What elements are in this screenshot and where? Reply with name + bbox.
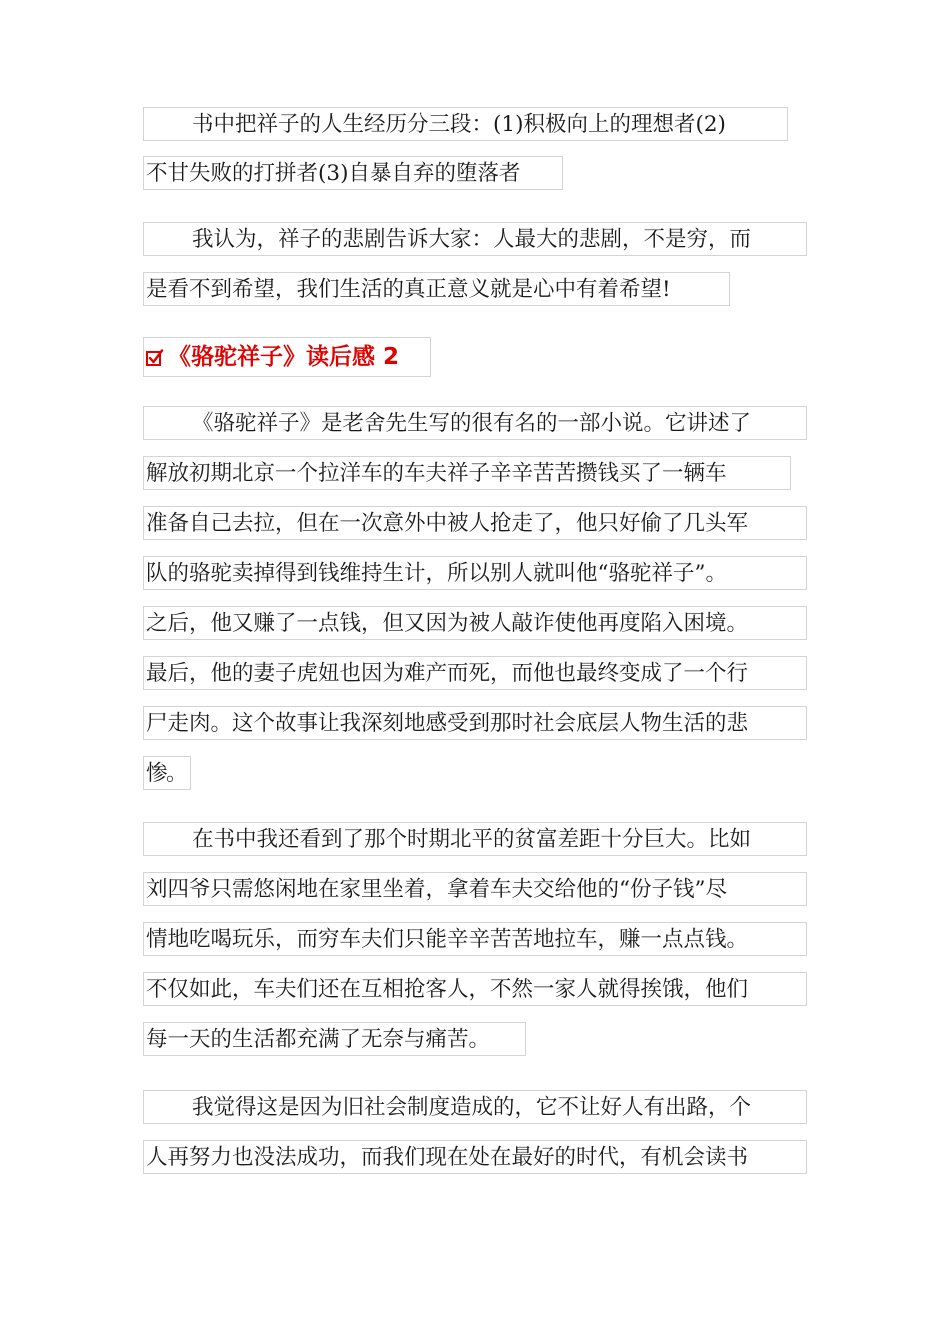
text-line: 情地吃喝玩乐，而穷车夫们只能辛辛苦苦地拉车，赚一点点钱。 [143,922,807,956]
checkbox-checked-icon [146,349,164,367]
text-line: 之后，他又赚了一点钱，但又因为被人敲诈使他再度陷入困境。 [143,606,807,640]
section-heading [143,337,431,377]
text-line: 不甘失败的打拼者(3)自暴自弃的堕落者 [143,156,563,190]
text-line: 不仅如此，车夫们还在互相抢客人，不然一家人就得挨饿，他们 [143,972,807,1006]
text-line: 在书中我还看到了那个时期北平的贫富差距十分巨大。比如 [143,822,807,856]
text-line: 我认为，祥子的悲剧告诉大家：人最大的悲剧，不是穷，而 [143,222,807,256]
text-line: 刘四爷只需悠闲地在家里坐着，拿着车夫交给他的“份子钱”尽 [143,872,807,906]
text-line: 人再努力也没法成功，而我们现在处在最好的时代，有机会读书 [143,1140,807,1174]
text-line: 《骆驼祥子》是老舍先生写的很有名的一部小说。它讲述了 [143,406,807,440]
text-line: 准备自己去拉，但在一次意外中被人抢走了，他只好偷了几头军 [143,506,807,540]
text-line: 尸走肉。这个故事让我深刻地感受到那时社会底层人物生活的悲 [143,706,807,740]
text-line: 是看不到希望，我们生活的真正意义就是心中有着希望! [143,272,730,306]
text-line: 惨。 [143,756,191,790]
text-line: 队的骆驼卖掉得到钱维持生计，所以别人就叫他“骆驼祥子”。 [143,556,807,590]
text-line: 最后，他的妻子虎妞也因为难产而死，而他也最终变成了一个行 [143,656,807,690]
text-line: 解放初期北京一个拉洋车的车夫祥子辛辛苦苦攒钱买了一辆车 [143,456,791,490]
text-line: 书中把祥子的人生经历分三段：(1)积极向上的理想者(2) [143,107,788,141]
text-line: 我觉得这是因为旧社会制度造成的，它不让好人有出路，个 [143,1090,807,1124]
heading-text: 《骆驼祥子》读后感 2 [168,344,400,370]
text-line: 每一天的生活都充满了无奈与痛苦。 [143,1022,526,1056]
